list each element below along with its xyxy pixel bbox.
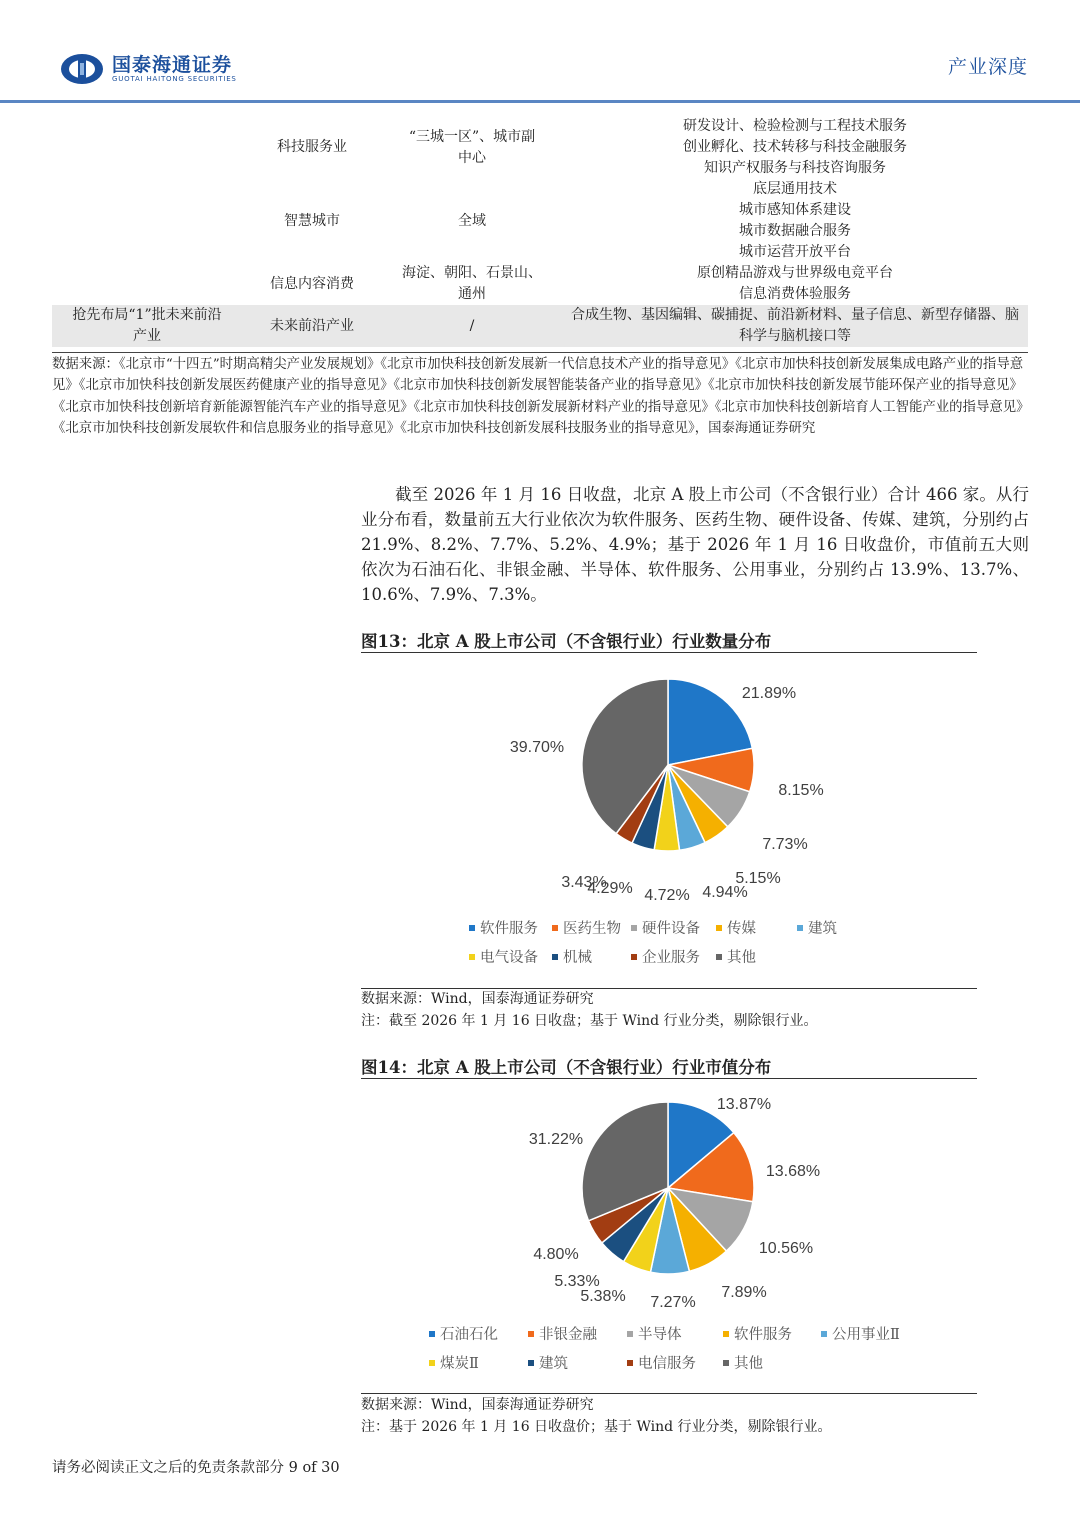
table-cell-content: 底层通用技术 城市感知体系建设 城市数据融合服务 城市运营开放平台 — [739, 181, 851, 260]
logo-icon — [60, 52, 104, 86]
table-cell-category — [52, 116, 242, 179]
header-divider — [0, 100, 1080, 103]
pie-data-label: 4.80% — [533, 1246, 579, 1263]
table-cell-content: 研发设计、检验检测与工程技术服务 创业孵化、技术转移与科技金融服务 知识产权服务与科技咨询服务 — [683, 118, 907, 176]
legend-label: 公用事业Ⅱ — [832, 1327, 900, 1343]
table-row — [52, 263, 1028, 305]
legend-label: 传媒 — [727, 921, 756, 937]
legend-swatch — [631, 954, 637, 960]
legend-swatch — [552, 954, 558, 960]
table-cell-content: 原创精品游戏与世界级电竞平台 信息消费体验服务 — [697, 265, 893, 302]
legend-swatch — [627, 1331, 633, 1337]
table-cell-industry: 科技服务业 — [277, 139, 347, 155]
pie-data-label: 5.33% — [554, 1273, 600, 1290]
table-cell-category — [52, 179, 242, 263]
table-source-note: 数据来源：《北京市“十四五”时期高精尖产业发展规划》《北京市加快科技创新发展新一代信息技术产业的指导意见》《北京市加快科技创新发展集成电路产业的指导意见》《北京市加快科技创新发展医药健康产业的指导意见》《北京市加快科技创新发展智能装备产业的指导意见》《北京市加快科技创新发展节能环保产业的指导意见》《北京市加快科技创新培育新能源智能汽车产业的指导意见》《北京市加快科技创新发展新材料产业的指导意见》《北京市加快科技创新培育人工智能产业的指导意见》《北京市加快科技创新发展软件和信息服务业的指导意见》《北京市加快科技创新发展科技服务业的指导意见》，国泰海通证券研究 — [52, 357, 1030, 436]
pie-chart-market-cap — [361, 1081, 977, 1391]
page-header — [0, 0, 1080, 104]
table-cell-area: / — [382, 305, 562, 347]
figure-14-note: 注：基于 2026 年 1 月 16 日收盘价；基于 Wind 行业分类，剔除银行业。 — [361, 1419, 832, 1435]
pie-data-label: 21.89% — [741, 685, 797, 702]
legend-label: 建筑 — [808, 921, 837, 937]
legend-label: 电信服务 — [638, 1356, 696, 1372]
table-bottom-rule — [52, 352, 1028, 353]
legend-label: 机械 — [563, 950, 592, 966]
pie-data-label: 31.22% — [528, 1131, 584, 1148]
legend-label: 非银金融 — [539, 1327, 597, 1343]
legend-swatch — [631, 925, 637, 931]
pie-data-label: 5.15% — [735, 870, 781, 887]
pie-data-label: 4.94% — [702, 884, 748, 901]
table-cell-industry: 未来前沿产业 — [242, 305, 382, 347]
pie-data-label: 7.73% — [762, 836, 808, 853]
pie-data-label: 8.15% — [778, 782, 824, 799]
legend-label: 建筑 — [539, 1356, 568, 1372]
pie-data-label: 5.38% — [580, 1288, 626, 1305]
legend-label: 其他 — [727, 950, 756, 966]
table-cell-category — [52, 263, 242, 305]
legend-label: 煤炭Ⅱ — [440, 1356, 479, 1372]
company-name-cn: 国泰海通证券 — [112, 53, 233, 76]
pie-chart-industry-count — [361, 655, 977, 985]
industry-table — [52, 116, 1028, 347]
pie-data-label: 4.29% — [587, 880, 633, 897]
pie-data-label: 39.70% — [509, 739, 565, 756]
table-row — [52, 179, 1028, 263]
table-cell-area: 海淀、朝阳、石景山、通州 — [402, 265, 542, 302]
pie-data-label: 7.89% — [721, 1284, 767, 1301]
legend-label: 软件服务 — [480, 921, 538, 937]
legend-swatch — [723, 1360, 729, 1366]
legend-swatch — [627, 1360, 633, 1366]
legend-swatch — [716, 925, 722, 931]
legend-label: 其他 — [734, 1356, 763, 1372]
figure-14-title: 图14：北京 A 股上市公司（不含银行业）行业市值分布 — [361, 1058, 772, 1077]
table-cell-category: 抢先布局“1”批未来前沿产业 — [52, 305, 242, 347]
legend-label: 硬件设备 — [642, 921, 700, 937]
table-row — [52, 305, 1028, 347]
figure-14-top-rule — [361, 1078, 977, 1079]
company-logo — [60, 52, 237, 86]
legend-label: 电气设备 — [480, 950, 538, 966]
legend-swatch — [429, 1360, 435, 1366]
legend-swatch — [716, 954, 722, 960]
pie-data-label: 10.56% — [758, 1240, 814, 1257]
legend-label: 企业服务 — [642, 950, 700, 966]
figure-13-title: 图13：北京 A 股上市公司（不含银行业）行业数量分布 — [361, 632, 772, 651]
figure-14-source: 数据来源：Wind，国泰海通证券研究 — [361, 1397, 594, 1413]
legend-swatch — [528, 1331, 534, 1337]
table-cell-content: 合成生物、基因编辑、碳捕捉、前沿新材料、量子信息、新型存储器、脑科学与脑机接口等 — [562, 305, 1028, 347]
table-cell-area: 全域 — [458, 212, 486, 229]
pie-data-label: 7.27% — [650, 1294, 696, 1311]
pie-data-label: 13.68% — [765, 1163, 821, 1180]
legend-swatch — [528, 1360, 534, 1366]
legend-swatch — [469, 954, 475, 960]
table-row — [52, 116, 1028, 179]
legend-label: 软件服务 — [734, 1327, 792, 1343]
pie-data-label: 13.87% — [716, 1096, 772, 1113]
table-cell-industry: 信息内容消费 — [270, 275, 354, 292]
legend-swatch — [723, 1331, 729, 1337]
figure-13-source: 数据来源：Wind，国泰海通证券研究 — [361, 991, 594, 1007]
table-cell-area: “三城一区”、城市副中心 — [408, 128, 536, 166]
legend-swatch — [821, 1331, 827, 1337]
figure-13-note: 注：截至 2026 年 1 月 16 日收盘；基于 Wind 行业分类，剔除银行业。 — [361, 1013, 818, 1029]
page-footer: 请务必阅读正文之后的免责条款部分 9 of 30 — [52, 1460, 340, 1476]
pie-data-label: 3.43% — [561, 874, 607, 891]
pie-data-label: 4.72% — [644, 887, 690, 904]
legend-label: 半导体 — [638, 1327, 682, 1343]
body-paragraph: 截至 2026 年 1 月 16 日收盘，北京 A 股上市公司（不含银行业）合计 466 家。从行业分布看，数量前五大行业依次为软件服务、医药生物、硬件设备、传媒、建筑，分别约占 21.9%、8.2%、7.7%、5.2%、4.9%；基于 2026 年 1 月 16 日收盘价，市值前五大则依次为石油石化、非银金融、半导体、软件服务、公用事业，分别约占 13.9%、13.7%、10.6%、7.9%、7.3%。 — [361, 485, 1029, 604]
legend-label: 医药生物 — [563, 921, 621, 937]
section-label: 产业深度 — [947, 56, 1028, 78]
legend-swatch — [469, 925, 475, 931]
company-name-en: GUOTAI HAITONG SECURITIES — [112, 74, 237, 83]
legend-label: 石油石化 — [440, 1327, 498, 1343]
legend-swatch — [552, 925, 558, 931]
figure-13-top-rule — [361, 652, 977, 653]
legend-swatch — [429, 1331, 435, 1337]
table-cell-industry: 智慧城市 — [284, 212, 340, 229]
legend-swatch — [797, 925, 803, 931]
